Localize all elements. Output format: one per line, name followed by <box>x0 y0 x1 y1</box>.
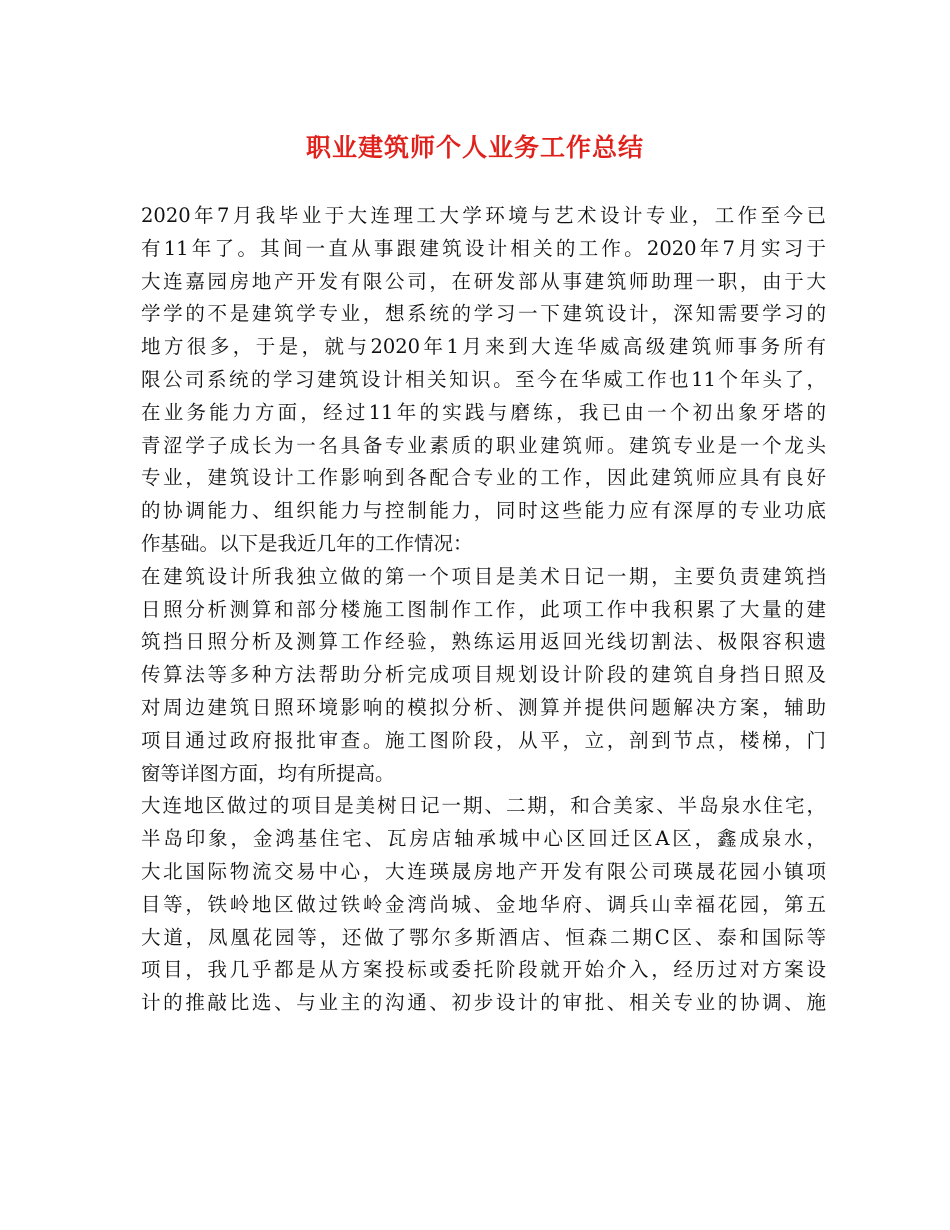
text-line: 计的推敲比选、与业主的沟通、初步设计的审批、相关专业的协调、施 <box>141 991 826 1015</box>
paragraph-1 <box>141 200 826 561</box>
text-line: 目等，铁岭地区做过铁岭金湾尚城、金地华府、调兵山幸福花园，第五 <box>141 892 826 916</box>
document-title: 职业建筑师个人业务工作总结 <box>305 133 644 162</box>
text-line: 日照分析测算和部分楼施工图制作工作，此项工作中我积累了大量的建 <box>141 597 826 621</box>
text-line: 半岛印象，金鸿基住宅、瓦房店轴承城中心区回迁区A区，鑫成泉水， <box>141 827 826 851</box>
text-line: 有11年了。其间一直从事跟建筑设计相关的工作。2020年7月实习于 <box>141 236 826 260</box>
text-line: 大连地区做过的项目是美树日记一期、二期，和合美家、半岛泉水住宅， <box>141 794 826 818</box>
text-line: 对周边建筑日照环境影响的模拟分析、测算并提供问题解决方案，辅助 <box>141 695 826 719</box>
paragraph-3 <box>141 790 826 1020</box>
text-line: 专业，建筑设计工作影响到各配合专业的工作，因此建筑师应具有良好 <box>141 466 826 490</box>
text-line: 在建筑设计所我独立做的第一个项目是美术日记一期，主要负责建筑挡 <box>141 564 826 588</box>
text-line: 窗等详图方面，均有所提高。 <box>141 761 395 785</box>
document-body <box>141 200 826 1020</box>
text-line: 学学的不是建筑学专业，想系统的学习一下建筑设计，深知需要学习的 <box>141 302 826 326</box>
text-line: 筑挡日照分析及测算工作经验，熟练运用返回光线切割法、极限容积遗 <box>141 630 826 654</box>
text-line: 地方很多，于是，就与2020年1月来到大连华威高级建筑师事务所有 <box>141 335 826 359</box>
text-line: 青涩学子成长为一名具备专业素质的职业建筑师。建筑专业是一个龙头 <box>141 433 826 457</box>
text-line: 项目，我几乎都是从方案投标或委托阶段就开始介入，经历过对方案设 <box>141 958 826 982</box>
text-line: 2020年7月我毕业于大连理工大学环境与艺术设计专业，工作至今已 <box>141 204 826 227</box>
paragraph-2 <box>141 561 826 791</box>
text-line: 传算法等多种方法帮助分析完成项目规划设计阶段的建筑自身挡日照及 <box>141 663 826 687</box>
text-line: 大道，凤凰花园等，还做了鄂尔多斯酒店、恒森二期C区、泰和国际等 <box>141 925 826 949</box>
text-line: 限公司系统的学习建筑设计相关知识。至今在华威工作也11个年头了， <box>141 367 826 391</box>
text-line: 在业务能力方面，经过11年的实践与磨练，我已由一个初出象牙塔的 <box>141 400 826 424</box>
text-line: 作基础。以下是我近几年的工作情况： <box>141 531 473 555</box>
text-line: 的协调能力、组织能力与控制能力，同时这些能力应有深厚的专业功底 <box>141 499 826 523</box>
text-line: 项目通过政府报批审查。施工图阶段，从平，立，剖到节点，楼梯，门 <box>141 728 826 752</box>
text-line: 大北国际物流交易中心，大连瑛晟房地产开发有限公司瑛晟花园小镇项 <box>141 859 826 883</box>
text-line: 大连嘉园房地产开发有限公司，在研发部从事建筑师助理一职，由于大 <box>141 269 826 293</box>
